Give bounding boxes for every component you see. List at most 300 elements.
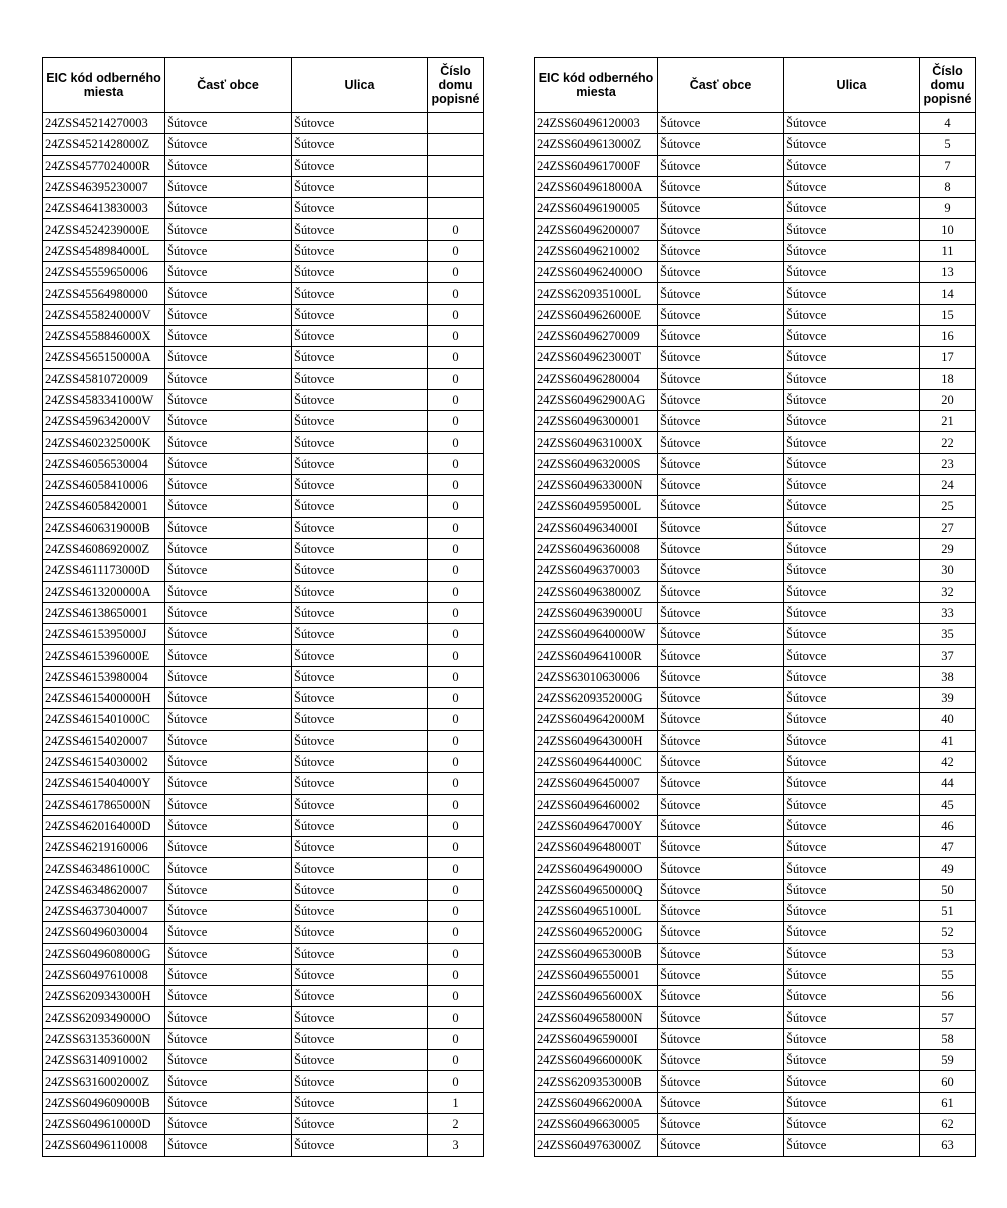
eic-code-cell: 24ZSS4606319000B (43, 517, 165, 538)
table-row (43, 198, 484, 219)
eic-code-cell: 24ZSS6049648000T (535, 837, 658, 858)
street-cell: Šútovce (292, 879, 428, 900)
house-number-cell: 0 (428, 666, 484, 687)
house-number-cell: 0 (428, 773, 484, 794)
street-cell: Šútovce (784, 581, 920, 602)
district-cell: Šútovce (165, 922, 292, 943)
district-cell: Šútovce (165, 325, 292, 346)
table-row (43, 134, 484, 155)
district-cell: Šútovce (658, 155, 784, 176)
house-number-cell: 38 (920, 666, 976, 687)
street-cell: Šútovce (784, 325, 920, 346)
table-row (43, 986, 484, 1007)
eic-table-right (534, 57, 976, 1157)
street-cell: Šútovce (784, 1007, 920, 1028)
street-cell: Šútovce (292, 837, 428, 858)
table-row (535, 922, 976, 943)
district-cell: Šútovce (165, 283, 292, 304)
street-cell: Šútovce (784, 560, 920, 581)
eic-code-cell: 24ZSS4613200000A (43, 581, 165, 602)
table-row (43, 943, 484, 964)
street-cell: Šútovce (292, 496, 428, 517)
street-cell: Šútovce (784, 922, 920, 943)
house-number-cell: 0 (428, 1071, 484, 1092)
district-cell: Šútovce (658, 304, 784, 325)
street-cell: Šútovce (784, 943, 920, 964)
table-row (535, 262, 976, 283)
district-cell: Šútovce (658, 858, 784, 879)
district-cell: Šútovce (658, 496, 784, 517)
street-cell: Šútovce (784, 219, 920, 240)
eic-code-cell: 24ZSS4596342000V (43, 411, 165, 432)
house-number-cell: 0 (428, 368, 484, 389)
house-number-cell: 0 (428, 411, 484, 432)
street-cell: Šútovce (784, 347, 920, 368)
table-row (535, 475, 976, 496)
table-row (535, 1007, 976, 1028)
table-row (43, 666, 484, 687)
table-row (535, 325, 976, 346)
table-row (43, 922, 484, 943)
house-number-cell: 63 (920, 1135, 976, 1156)
table-row (535, 389, 976, 410)
street-cell: Šútovce (784, 815, 920, 836)
street-cell: Šútovce (784, 624, 920, 645)
eic-code-cell: 24ZSS60496450007 (535, 773, 658, 794)
table-row (535, 560, 976, 581)
house-number-cell: 32 (920, 581, 976, 602)
district-cell: Šútovce (658, 794, 784, 815)
eic-code-cell: 24ZSS4583341000W (43, 389, 165, 410)
eic-code-cell: 24ZSS6049652000G (535, 922, 658, 943)
street-cell: Šútovce (292, 538, 428, 559)
eic-code-cell: 24ZSS6049651000L (535, 900, 658, 921)
house-number-cell: 45 (920, 794, 976, 815)
table-row (43, 1050, 484, 1071)
table-row (43, 581, 484, 602)
district-cell: Šútovce (658, 283, 784, 304)
street-cell: Šútovce (292, 283, 428, 304)
house-number-cell: 44 (920, 773, 976, 794)
street-cell: Šútovce (292, 240, 428, 261)
district-cell: Šútovce (165, 602, 292, 623)
street-cell: Šútovce (292, 986, 428, 1007)
table-row (535, 964, 976, 985)
eic-code-cell: 24ZSS60496630005 (535, 1113, 658, 1134)
district-cell: Šútovce (165, 155, 292, 176)
district-cell: Šútovce (658, 389, 784, 410)
house-number-cell: 5 (920, 134, 976, 155)
eic-code-cell: 24ZSS46219160006 (43, 837, 165, 858)
table-row (535, 943, 976, 964)
table-row (43, 858, 484, 879)
table-row (535, 730, 976, 751)
eic-code-cell: 24ZSS6049639000U (535, 602, 658, 623)
street-cell: Šútovce (292, 645, 428, 666)
eic-code-cell: 24ZSS6049662000A (535, 1092, 658, 1113)
house-number-cell: 53 (920, 943, 976, 964)
street-cell: Šútovce (292, 198, 428, 219)
house-number-cell: 47 (920, 837, 976, 858)
district-cell: Šútovce (658, 560, 784, 581)
district-cell: Šútovce (165, 432, 292, 453)
eic-code-cell: 24ZSS46056530004 (43, 453, 165, 474)
house-number-cell: 0 (428, 879, 484, 900)
district-cell: Šútovce (165, 837, 292, 858)
street-cell: Šútovce (784, 411, 920, 432)
house-number-cell: 7 (920, 155, 976, 176)
eic-code-cell: 24ZSS6049658000N (535, 1007, 658, 1028)
district-cell: Šútovce (165, 475, 292, 496)
table-row (535, 581, 976, 602)
house-number-cell: 0 (428, 560, 484, 581)
eic-code-cell: 24ZSS4608692000Z (43, 538, 165, 559)
house-number-cell: 0 (428, 432, 484, 453)
street-cell: Šútovce (784, 113, 920, 134)
eic-code-cell: 24ZSS60496210002 (535, 240, 658, 261)
district-cell: Šútovce (165, 964, 292, 985)
eic-code-cell: 24ZSS6209349000O (43, 1007, 165, 1028)
eic-code-cell: 24ZSS6209352000G (535, 688, 658, 709)
table-row (43, 432, 484, 453)
eic-code-cell: 24ZSS60496300001 (535, 411, 658, 432)
eic-code-cell: 24ZSS60496360008 (535, 538, 658, 559)
street-cell: Šútovce (784, 262, 920, 283)
street-cell: Šútovce (784, 134, 920, 155)
house-number-cell: 0 (428, 283, 484, 304)
district-cell: Šútovce (165, 1071, 292, 1092)
house-number-cell: 10 (920, 219, 976, 240)
street-cell: Šútovce (784, 773, 920, 794)
house-number-cell: 17 (920, 347, 976, 368)
street-cell: Šútovce (784, 176, 920, 197)
table-row (43, 240, 484, 261)
house-number-cell: 0 (428, 964, 484, 985)
house-number-cell: 59 (920, 1050, 976, 1071)
district-cell: Šútovce (165, 900, 292, 921)
house-number-cell: 16 (920, 325, 976, 346)
eic-code-cell: 24ZSS60496110008 (43, 1135, 165, 1156)
house-number-cell: 62 (920, 1113, 976, 1134)
eic-code-cell: 24ZSS4615400000H (43, 688, 165, 709)
table-body-right (535, 113, 976, 1157)
house-number-cell: 0 (428, 517, 484, 538)
district-cell: Šútovce (658, 538, 784, 559)
house-number-cell: 0 (428, 858, 484, 879)
eic-code-cell: 24ZSS60496460002 (535, 794, 658, 815)
eic-code-cell: 24ZSS46413830003 (43, 198, 165, 219)
district-cell: Šútovce (658, 964, 784, 985)
district-cell: Šútovce (165, 1007, 292, 1028)
table-row (535, 837, 976, 858)
street-cell: Šútovce (292, 1092, 428, 1113)
district-cell: Šútovce (165, 538, 292, 559)
street-cell: Šútovce (292, 624, 428, 645)
street-cell: Šútovce (292, 347, 428, 368)
district-cell: Šútovce (658, 134, 784, 155)
house-number-cell: 46 (920, 815, 976, 836)
street-cell: Šútovce (292, 176, 428, 197)
street-cell: Šútovce (292, 900, 428, 921)
district-cell: Šútovce (658, 1050, 784, 1071)
street-cell: Šútovce (292, 432, 428, 453)
district-cell: Šútovce (658, 773, 784, 794)
house-number-cell (428, 198, 484, 219)
eic-code-cell: 24ZSS60497610008 (43, 964, 165, 985)
eic-code-cell: 24ZSS4634861000C (43, 858, 165, 879)
house-number-cell: 0 (428, 1050, 484, 1071)
district-cell: Šútovce (165, 858, 292, 879)
table-row (535, 1071, 976, 1092)
table-row (43, 389, 484, 410)
house-number-cell: 18 (920, 368, 976, 389)
table-row (535, 688, 976, 709)
table-row (535, 411, 976, 432)
table-row (43, 219, 484, 240)
district-cell: Šútovce (165, 730, 292, 751)
street-cell: Šútovce (292, 602, 428, 623)
street-cell: Šútovce (784, 304, 920, 325)
eic-code-cell: 24ZSS6049632000S (535, 453, 658, 474)
table-row (43, 1135, 484, 1156)
house-number-cell: 52 (920, 922, 976, 943)
house-number-cell: 0 (428, 751, 484, 772)
street-cell: Šútovce (292, 964, 428, 985)
table-row (535, 900, 976, 921)
district-cell: Šútovce (658, 602, 784, 623)
house-number-cell: 56 (920, 986, 976, 1007)
street-cell: Šútovce (292, 262, 428, 283)
table-row (535, 176, 976, 197)
table-body-left (43, 113, 484, 1157)
eic-code-cell: 24ZSS60496550001 (535, 964, 658, 985)
district-cell: Šútovce (165, 666, 292, 687)
eic-code-cell: 24ZSS4548984000L (43, 240, 165, 261)
street-cell: Šútovce (292, 688, 428, 709)
table-row (43, 368, 484, 389)
table-row (43, 1071, 484, 1092)
street-cell: Šútovce (784, 453, 920, 474)
eic-code-cell: 24ZSS6049638000Z (535, 581, 658, 602)
house-number-cell: 13 (920, 262, 976, 283)
eic-code-cell: 24ZSS6049617000F (535, 155, 658, 176)
street-cell: Šútovce (784, 1135, 920, 1156)
district-cell: Šútovce (658, 666, 784, 687)
district-cell: Šútovce (658, 900, 784, 921)
street-cell: Šútovce (784, 602, 920, 623)
district-cell: Šútovce (165, 986, 292, 1007)
street-cell: Šútovce (292, 794, 428, 815)
district-cell: Šútovce (658, 688, 784, 709)
district-cell: Šútovce (658, 645, 784, 666)
header-eic-code: EIC kód odberného miesta (43, 58, 165, 113)
street-cell: Šútovce (292, 219, 428, 240)
district-cell: Šútovce (658, 581, 784, 602)
house-number-cell: 2 (428, 1113, 484, 1134)
eic-code-cell: 24ZSS45214270003 (43, 113, 165, 134)
house-number-cell: 39 (920, 688, 976, 709)
district-cell: Šútovce (658, 325, 784, 346)
street-cell: Šútovce (784, 986, 920, 1007)
table-row (535, 794, 976, 815)
district-cell: Šútovce (165, 517, 292, 538)
table-row (43, 964, 484, 985)
house-number-cell: 0 (428, 900, 484, 921)
table-row (535, 1028, 976, 1049)
eic-code-cell: 24ZSS60496270009 (535, 325, 658, 346)
district-cell: Šútovce (658, 922, 784, 943)
eic-code-cell: 24ZSS4615401000C (43, 709, 165, 730)
table-row (535, 879, 976, 900)
table-row (535, 517, 976, 538)
district-cell: Šútovce (658, 1113, 784, 1134)
house-number-cell: 11 (920, 240, 976, 261)
eic-code-cell: 24ZSS6049633000N (535, 475, 658, 496)
table-row (535, 347, 976, 368)
eic-code-cell: 24ZSS4617865000N (43, 794, 165, 815)
table-row (43, 283, 484, 304)
street-cell: Šútovce (292, 411, 428, 432)
district-cell: Šútovce (165, 262, 292, 283)
table-row (43, 900, 484, 921)
house-number-cell: 0 (428, 943, 484, 964)
street-cell: Šútovce (292, 134, 428, 155)
eic-code-cell: 24ZSS6049643000H (535, 730, 658, 751)
house-number-cell: 0 (428, 837, 484, 858)
house-number-cell: 14 (920, 283, 976, 304)
house-number-cell: 25 (920, 496, 976, 517)
eic-code-cell: 24ZSS4620164000D (43, 815, 165, 836)
street-cell: Šútovce (784, 709, 920, 730)
house-number-cell: 0 (428, 347, 484, 368)
table-row (535, 1113, 976, 1134)
house-number-cell: 0 (428, 986, 484, 1007)
street-cell: Šútovce (784, 1071, 920, 1092)
house-number-cell (428, 155, 484, 176)
district-cell: Šútovce (658, 986, 784, 1007)
street-cell: Šútovce (292, 730, 428, 751)
district-cell: Šútovce (658, 176, 784, 197)
house-number-cell: 3 (428, 1135, 484, 1156)
district-cell: Šútovce (165, 198, 292, 219)
house-number-cell: 0 (428, 475, 484, 496)
table-row (535, 858, 976, 879)
street-cell: Šútovce (292, 325, 428, 346)
house-number-cell: 0 (428, 709, 484, 730)
house-number-cell: 0 (428, 389, 484, 410)
table-row (43, 773, 484, 794)
district-cell: Šútovce (165, 879, 292, 900)
eic-code-cell: 24ZSS46154020007 (43, 730, 165, 751)
district-cell: Šútovce (165, 1092, 292, 1113)
table-row (43, 1092, 484, 1113)
house-number-cell: 49 (920, 858, 976, 879)
house-number-cell: 0 (428, 794, 484, 815)
table-row (535, 304, 976, 325)
street-cell: Šútovce (784, 1028, 920, 1049)
district-cell: Šútovce (658, 262, 784, 283)
house-number-cell: 27 (920, 517, 976, 538)
house-number-cell: 35 (920, 624, 976, 645)
street-cell: Šútovce (784, 751, 920, 772)
table-row (43, 411, 484, 432)
street-cell: Šútovce (292, 113, 428, 134)
house-number-cell: 0 (428, 240, 484, 261)
street-cell: Šútovce (784, 688, 920, 709)
district-cell: Šútovce (658, 113, 784, 134)
district-cell: Šútovce (165, 1028, 292, 1049)
street-cell: Šútovce (784, 645, 920, 666)
district-cell: Šútovce (658, 368, 784, 389)
house-number-cell: 29 (920, 538, 976, 559)
district-cell: Šútovce (658, 624, 784, 645)
table-row (43, 453, 484, 474)
eic-code-cell: 24ZSS6049608000G (43, 943, 165, 964)
table-row (535, 453, 976, 474)
eic-code-cell: 24ZSS6049610000D (43, 1113, 165, 1134)
district-cell: Šútovce (658, 475, 784, 496)
street-cell: Šútovce (292, 666, 428, 687)
table-row (43, 1113, 484, 1134)
table-row (43, 794, 484, 815)
house-number-cell: 0 (428, 219, 484, 240)
street-cell: Šútovce (292, 1071, 428, 1092)
house-number-cell: 9 (920, 198, 976, 219)
eic-code-cell: 24ZSS60496190005 (535, 198, 658, 219)
district-cell: Šútovce (165, 240, 292, 261)
house-number-cell: 40 (920, 709, 976, 730)
eic-code-cell: 24ZSS46154030002 (43, 751, 165, 772)
table-row (43, 496, 484, 517)
table-row (43, 475, 484, 496)
eic-code-cell: 24ZSS6049650000Q (535, 879, 658, 900)
district-cell: Šútovce (165, 751, 292, 772)
eic-code-cell: 24ZSS6049640000W (535, 624, 658, 645)
house-number-cell: 0 (428, 262, 484, 283)
table-row (43, 517, 484, 538)
table-row (43, 538, 484, 559)
header-house-number: Číslo domu popisné (428, 58, 484, 113)
district-cell: Šútovce (658, 1092, 784, 1113)
street-cell: Šútovce (292, 709, 428, 730)
eic-code-cell: 24ZSS4558846000X (43, 325, 165, 346)
house-number-cell: 33 (920, 602, 976, 623)
eic-code-cell: 24ZSS6049634000I (535, 517, 658, 538)
table-row (43, 730, 484, 751)
district-cell: Šútovce (165, 219, 292, 240)
street-cell: Šútovce (784, 496, 920, 517)
district-cell: Šútovce (165, 304, 292, 325)
street-cell: Šútovce (784, 837, 920, 858)
eic-code-cell: 24ZSS6049626000E (535, 304, 658, 325)
eic-code-cell: 24ZSS60496030004 (43, 922, 165, 943)
house-number-cell: 0 (428, 1007, 484, 1028)
table-row (43, 815, 484, 836)
table-row (43, 560, 484, 581)
district-cell: Šútovce (165, 176, 292, 197)
header-street: Ulica (784, 58, 920, 113)
house-number-cell: 0 (428, 538, 484, 559)
eic-code-cell: 24ZSS604962900AG (535, 389, 658, 410)
eic-table-left (42, 57, 484, 1157)
eic-code-cell: 24ZSS4615395000J (43, 624, 165, 645)
eic-code-cell: 24ZSS6209343000H (43, 986, 165, 1007)
table-row (43, 709, 484, 730)
eic-code-cell: 24ZSS6049609000B (43, 1092, 165, 1113)
street-cell: Šútovce (784, 964, 920, 985)
district-cell: Šútovce (658, 730, 784, 751)
street-cell: Šútovce (292, 1113, 428, 1134)
